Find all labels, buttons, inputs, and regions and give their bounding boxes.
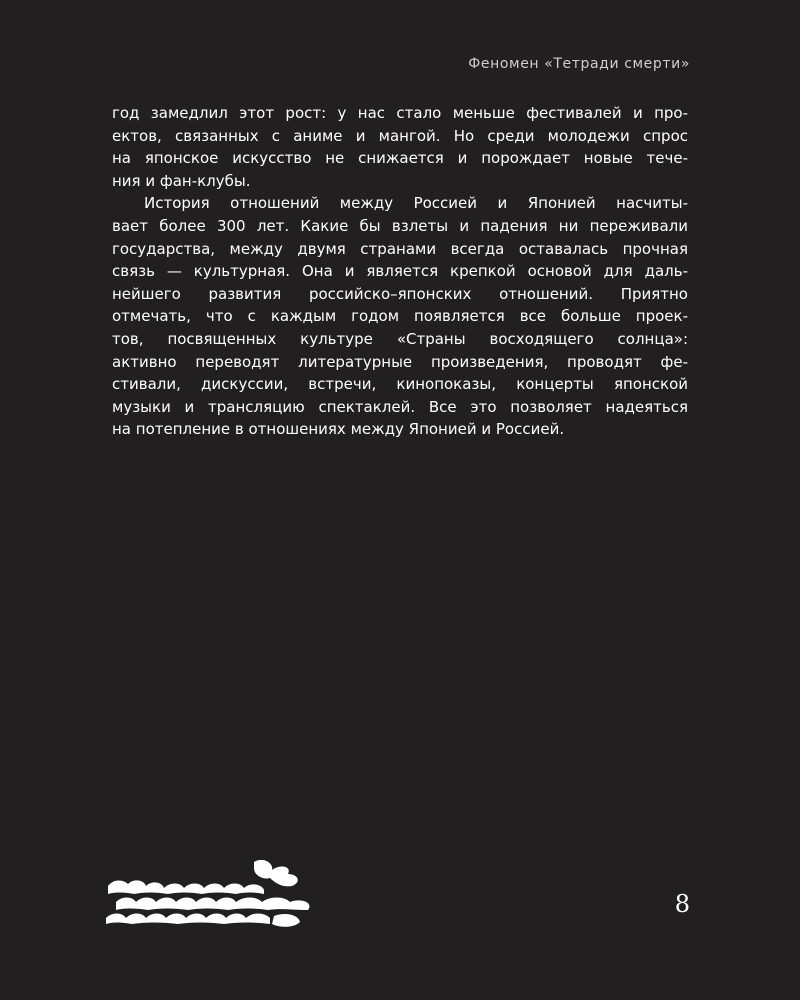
text-line: год замедлил этот рост: у нас стало меньше фестивалей и про- [112, 104, 688, 122]
text-line: отмечать, что с каждым годом появляется все больше проек- [112, 307, 688, 326]
body-text [112, 102, 688, 441]
text-line: вает более 300 лет. Какие бы взлеты и падения ни переживали [112, 216, 688, 235]
text-line: стивали, дискуссии, встречи, кинопоказы, концерты японской [112, 375, 688, 394]
text-line: связь — культурная. Она и является крепкой основой для даль- [112, 262, 688, 281]
cloud-ornament-icon [104, 852, 328, 932]
text-line: нейшего развития российско–японских отношений. Приятно [112, 284, 688, 303]
text-line: ния и фан-клубы. [112, 171, 251, 190]
text-line: ектов, связанных с аниме и мангой. Но среди молодежи спрос [112, 126, 688, 145]
text-line: на потепление в отношениях между Японией и Россией. [112, 420, 565, 439]
text-line: государства, между двумя странами всегда оставалась прочная [112, 239, 688, 258]
running-header: Феномен «Тетради смерти» [468, 56, 690, 72]
page-number: 8 [674, 890, 690, 918]
text-line: на японское искусство не снижается и порождает новые течe- [112, 149, 688, 168]
text-line: тов, посвященных культуре «Страны восходящего солнца»: [112, 329, 688, 348]
text-line: История отношений между Россией и Японией насчиты- [144, 194, 688, 213]
text-line: музыки и трансляцию спектаклей. Все это позволяет надеяться [112, 397, 688, 416]
text-line: активно переводят литературные произведения, проводят фе- [112, 352, 688, 371]
